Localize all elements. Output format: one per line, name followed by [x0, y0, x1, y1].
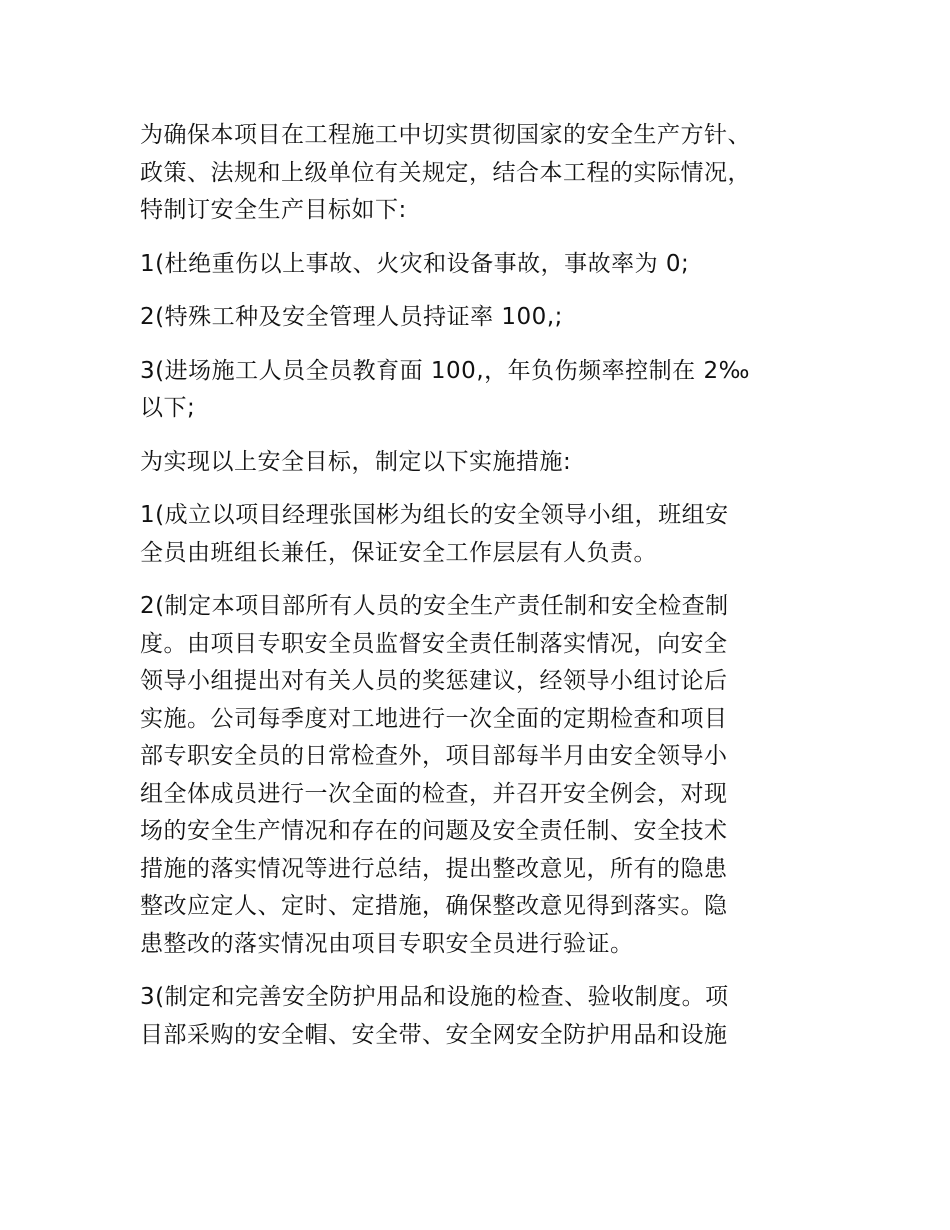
text-line: 以下; — [140, 395, 196, 421]
text-line: 实施。公司每季度对工地进行一次全面的定期检查和项目 — [140, 705, 728, 732]
text-line: 3(进场施工人员全员教育面 100,，年负伤频率控制在 2‰ — [140, 357, 750, 384]
paragraph-measure-1 — [140, 497, 820, 572]
paragraph-intro — [140, 117, 820, 230]
paragraph-measures-intro — [140, 444, 820, 482]
text-line: 全员由班组长兼任，保证安全工作层层有人负责。 — [140, 539, 657, 566]
text-line: 特制订安全生产目标如下: — [140, 197, 407, 223]
paragraph-goal-3 — [140, 353, 820, 428]
text-line: 3(制定和完善安全防护用品和设施的检查、验收制度。项 — [140, 984, 729, 1010]
text-line: 为确保本项目在工程施工中切实贯彻国家的安全生产方针、 — [140, 122, 751, 148]
text-line: 目部采购的安全帽、安全带、安全网安全防护用品和设施 — [140, 1021, 728, 1048]
paragraph-goal-2 — [140, 299, 820, 337]
text-line: 场的安全生产情况和存在的问题及安全责任制、安全技术 — [140, 818, 728, 844]
text-line: 措施的落实情况等进行总结，提出整改意见，所有的隐患 — [140, 855, 728, 882]
text-line: 政策、法规和上级单位有关规定，结合本工程的实际情况， — [140, 159, 751, 186]
text-line: 组全体成员进行一次全面的检查，并召开安全例会，对现 — [140, 780, 728, 807]
paragraph-measure-2 — [140, 588, 820, 963]
text-line: 度。由项目专职安全员监督安全责任制落实情况，向安全 — [140, 630, 728, 657]
text-line: 领导小组提出对有关人员的奖惩建议，经领导小组讨论后 — [140, 668, 728, 694]
text-line: 1(杜绝重伤以上事故、火灾和设备事故，事故率为 0; — [140, 250, 690, 277]
text-line: 2(制定本项目部所有人员的安全生产责任制和安全检查制 — [140, 593, 729, 619]
text-line: 2(特殊工种及安全管理人员持证率 100,; — [140, 304, 563, 330]
paragraph-measure-3 — [140, 979, 820, 1054]
text-line: 部专职安全员的日常检查外，项目部每半月由安全领导小 — [140, 743, 728, 769]
text-line: 1(成立以项目经理张国彬为组长的安全领导小组，班组安 — [140, 502, 729, 528]
text-line: 为实现以上安全目标，制定以下实施措施: — [140, 448, 572, 475]
document-body — [140, 117, 820, 1070]
text-line: 整改应定人、定时、定措施，确保整改意见得到落实。隐 — [140, 893, 728, 919]
text-line: 患整改的落实情况由项目专职安全员进行验证。 — [140, 930, 634, 957]
paragraph-goal-1 — [140, 246, 820, 284]
